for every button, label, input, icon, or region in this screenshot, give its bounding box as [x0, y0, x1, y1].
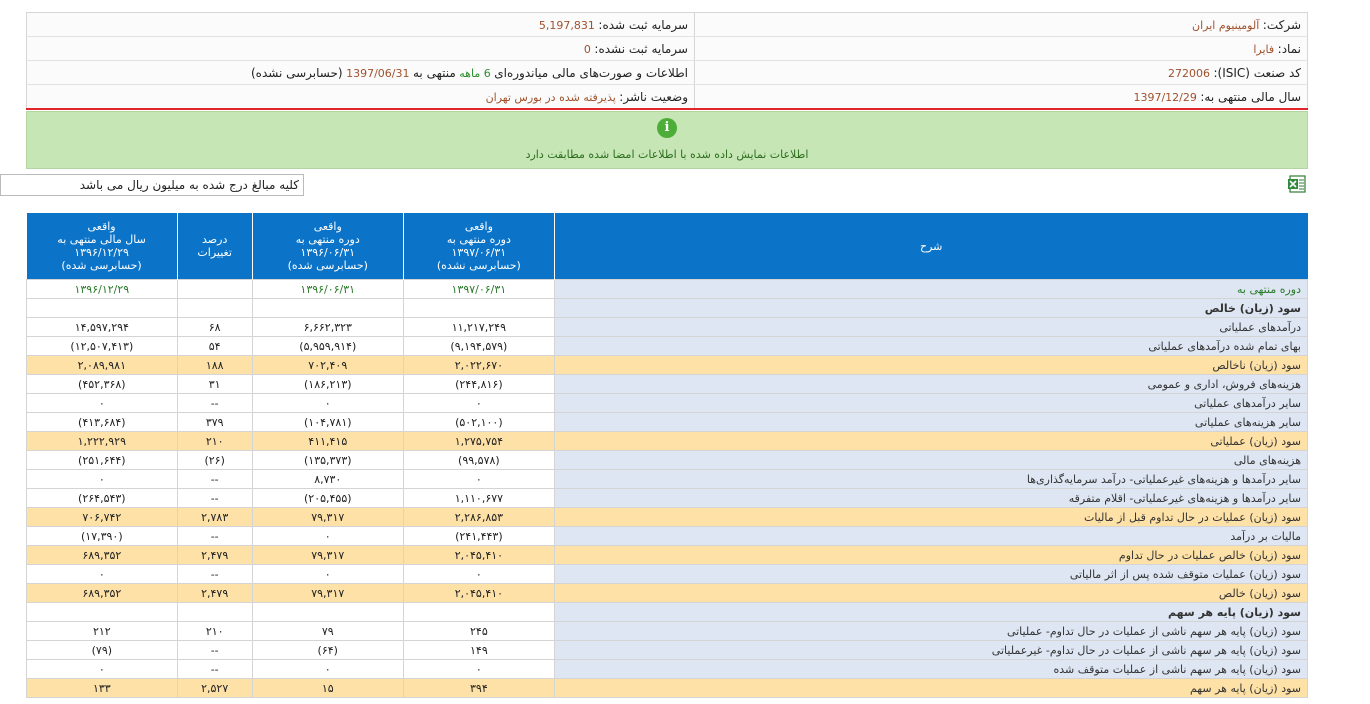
row-value-1396-12: ۶۸۹,۳۵۲ [27, 546, 178, 565]
row-value-1396-12: ۰ [27, 470, 178, 489]
publisher-status-label: وضعیت ناشر: [619, 89, 688, 104]
row-change-percent: -- [177, 489, 252, 508]
header-col-percent-line1: درصد [202, 233, 228, 246]
header-col-b-line4: (حسابرسی شده) [287, 259, 368, 272]
report-date: 1397/06/31 [346, 66, 410, 80]
isic-cell [695, 61, 1308, 85]
publisher-status-cell [27, 85, 695, 110]
row-desc: سود (زیان) خالص [554, 584, 1307, 603]
report-container [26, 12, 1308, 169]
header-col-b [252, 213, 403, 280]
table-row [27, 470, 1308, 489]
row-change-percent: ۶۸ [177, 318, 252, 337]
row-value-1396-06: ۰ [252, 527, 403, 546]
header-col-a-line4: (حسابرسی نشده) [436, 259, 521, 272]
table-row [27, 337, 1308, 356]
row-change-percent: ۱۸۸ [177, 356, 252, 375]
row-value-1396-06: (۲۰۵,۴۵۵) [252, 489, 403, 508]
row-value-1396-12: ۱,۲۲۲,۹۲۹ [27, 432, 178, 451]
row-desc: هزینه‌های فروش، اداری و عمومی [554, 375, 1307, 394]
header-col-a-line3: ۱۳۹۷/۰۶/۳۱ [451, 246, 507, 259]
header-col-b-line3: ۱۳۹۶/۰۶/۳۱ [300, 246, 356, 259]
row-value-1397-06: ۳۹۴ [403, 679, 554, 698]
table-row [27, 660, 1308, 679]
row-value-1396-06: ۷۹,۳۱۷ [252, 508, 403, 527]
header-col-c-line4: (حسابرسی شده) [61, 259, 142, 272]
table-row [27, 432, 1308, 451]
table-row [27, 641, 1308, 660]
row-value-1396-12: ۲,۰۸۹,۹۸۱ [27, 356, 178, 375]
header-col-c-line3: ۱۳۹۶/۱۲/۲۹ [74, 246, 129, 259]
company-label: شرکت: [1262, 17, 1301, 32]
row-value-1397-06: ۲,۰۴۵,۴۱۰ [403, 546, 554, 565]
row-value-1397-06: ۰ [403, 394, 554, 413]
excel-export-icon[interactable] [1287, 174, 1307, 194]
row-change-percent: (۲۶) [177, 451, 252, 470]
header-col-percent [177, 213, 252, 280]
row-value-1397-06: ۱,۱۱۰,۶۷۷ [403, 489, 554, 508]
report-text-1: اطلاعات و صورت‌های مالی میاندوره‌ای [494, 65, 688, 80]
row-value-1396-12: ۰ [27, 394, 178, 413]
row-desc: سود (زیان) پایه هر سهم ناشی از عملیات در حال تداوم- عملیاتی [554, 622, 1307, 641]
row-change-percent: ۵۴ [177, 337, 252, 356]
unit-note: کلیه مبالغ درج شده به میلیون ریال می باشد [0, 174, 304, 196]
row-value-1397-06 [403, 299, 554, 318]
info-icon: i [657, 118, 677, 138]
capital-unregistered-value: 0 [583, 42, 591, 56]
row-desc: سایر درآمدها و هزینه‌های غیرعملیاتی- اقلام متفرقه [554, 489, 1307, 508]
table-row [27, 565, 1308, 584]
row-value-1396-12: (۷۹) [27, 641, 178, 660]
row-value-1397-06: (۵۰۲,۱۰۰) [403, 413, 554, 432]
table-row [27, 394, 1308, 413]
row-desc: سود (زیان) ناخالص [554, 356, 1307, 375]
row-value-1396-12: ۰ [27, 660, 178, 679]
row-desc: مالیات بر درآمد [554, 527, 1307, 546]
row-value-1396-06: ۸,۷۳۰ [252, 470, 403, 489]
table-row [27, 603, 1308, 622]
isic-value: 272006 [1167, 66, 1210, 80]
row-change-percent: ۲,۵۲۷ [177, 679, 252, 698]
row-value-1396-12: ۰ [27, 565, 178, 584]
row-value-1396-12: ۶۸۹,۳۵۲ [27, 584, 178, 603]
row-change-percent: ۲۱۰ [177, 622, 252, 641]
income-statement-table [26, 213, 1308, 698]
table-row [27, 299, 1308, 318]
row-desc: سود (زیان) پایه هر سهم [554, 603, 1307, 622]
table-row [27, 584, 1308, 603]
row-value-1396-06: (۱۳۵,۳۷۳) [252, 451, 403, 470]
row-desc: سایر درآمدهای عملیاتی [554, 394, 1307, 413]
row-value-1397-06: ۱,۲۷۵,۷۵۴ [403, 432, 554, 451]
row-desc: دوره منتهی به [554, 280, 1307, 299]
row-value-1397-06: ۰ [403, 470, 554, 489]
row-change-percent: ۳۷۹ [177, 413, 252, 432]
row-desc: سایر هزینه‌های عملیاتی [554, 413, 1307, 432]
header-col-a [403, 213, 554, 280]
row-change-percent [177, 299, 252, 318]
row-desc: سود (زیان) عملیات متوقف شده پس از اثر مالیاتی [554, 565, 1307, 584]
row-value-1397-06: ۲۴۵ [403, 622, 554, 641]
row-change-percent: -- [177, 565, 252, 584]
table-row [27, 508, 1308, 527]
row-value-1396-12: (۲۵۱,۶۴۴) [27, 451, 178, 470]
row-value-1396-06: ۶,۶۶۲,۳۲۳ [252, 318, 403, 337]
header-col-percent-line2: تغییرات [197, 246, 232, 259]
row-desc: سود (زیان) پایه هر سهم ناشی از عملیات متوقف شده [554, 660, 1307, 679]
header-col-c-line2: سال مالی منتهی به [57, 233, 146, 246]
header-col-c-line1: واقعی [87, 220, 116, 233]
row-value-1396-06: ۰ [252, 565, 403, 584]
header-desc: شرح [554, 213, 1307, 280]
fiscal-year-cell [695, 85, 1308, 110]
symbol-label: نماد: [1277, 41, 1301, 56]
header-col-c [27, 213, 178, 280]
row-desc: سود (زیان) عملیات در حال تداوم قبل از مالیات [554, 508, 1307, 527]
row-value-1396-12: ۲۱۲ [27, 622, 178, 641]
row-desc: سود (زیان) خالص عملیات در حال تداوم [554, 546, 1307, 565]
header-col-b-line1: واقعی [313, 220, 342, 233]
row-value-1397-06: ۱۳۹۷/۰۶/۳۱ [403, 280, 554, 299]
row-value-1396-06: ۰ [252, 660, 403, 679]
row-value-1397-06 [403, 603, 554, 622]
row-value-1396-12: (۱۲,۵۰۷,۴۱۳) [27, 337, 178, 356]
report-period-cell [27, 61, 695, 85]
capital-unregistered-label: سرمایه ثبت نشده: [594, 41, 688, 56]
row-value-1396-06: ۷۰۲,۴۰۹ [252, 356, 403, 375]
row-value-1396-06: (۱۰۴,۷۸۱) [252, 413, 403, 432]
row-change-percent: ۳۱ [177, 375, 252, 394]
table-row [27, 451, 1308, 470]
report-audit-status: (حسابرسی نشده) [250, 65, 343, 80]
symbol-value: فایرا [1253, 42, 1275, 56]
table-row [27, 356, 1308, 375]
row-value-1396-06: (۵,۹۵۹,۹۱۴) [252, 337, 403, 356]
report-months: 6 ماهه [459, 66, 491, 80]
row-value-1396-06: ۷۹,۳۱۷ [252, 546, 403, 565]
row-value-1396-12: (۴۱۳,۶۸۴) [27, 413, 178, 432]
row-value-1396-06 [252, 603, 403, 622]
header-col-b-line2: دوره منتهی به [295, 233, 360, 246]
row-change-percent [177, 603, 252, 622]
row-value-1396-12: ۱۳۳ [27, 679, 178, 698]
capital-registered-cell [27, 13, 695, 37]
verification-message: اطلاعات نمایش داده شده با اطلاعات امضا شده مطابقت دارد [525, 148, 809, 161]
row-value-1397-06: (۹۹,۵۷۸) [403, 451, 554, 470]
row-value-1396-06: ۷۹ [252, 622, 403, 641]
row-value-1396-06: ۴۱۱,۴۱۵ [252, 432, 403, 451]
row-value-1397-06: (۲۴۱,۴۴۳) [403, 527, 554, 546]
row-value-1396-12: ۱۳۹۶/۱۲/۲۹ [27, 280, 178, 299]
row-value-1396-12 [27, 299, 178, 318]
row-desc: سود (زیان) عملیاتی [554, 432, 1307, 451]
company-info-table [26, 12, 1308, 110]
isic-label: کد صنعت (ISIC): [1213, 65, 1301, 80]
row-desc: سود (زیان) پایه هر سهم [554, 679, 1307, 698]
row-desc: سود (زیان) پایه هر سهم ناشی از عملیات در حال تداوم- غیرعملیاتی [554, 641, 1307, 660]
row-value-1397-06: ۱۱,۲۱۷,۲۴۹ [403, 318, 554, 337]
row-value-1396-12: ۱۴,۵۹۷,۲۹۴ [27, 318, 178, 337]
row-change-percent: -- [177, 660, 252, 679]
row-value-1397-06: ۰ [403, 660, 554, 679]
row-value-1396-12: (۴۵۲,۳۶۸) [27, 375, 178, 394]
fiscal-year-label: سال مالی منتهی به: [1200, 89, 1301, 104]
row-value-1397-06: ۱۴۹ [403, 641, 554, 660]
row-value-1396-06 [252, 299, 403, 318]
row-desc: بهای تمام شده درآمدهای عملیاتی [554, 337, 1307, 356]
table-row [27, 375, 1308, 394]
row-value-1396-06: ۷۹,۳۱۷ [252, 584, 403, 603]
row-desc: سود (زیان) خالص [554, 299, 1307, 318]
table-row [27, 622, 1308, 641]
row-value-1396-06: ۰ [252, 394, 403, 413]
row-value-1397-06: ۲,۰۴۵,۴۱۰ [403, 584, 554, 603]
row-value-1396-06: (۱۸۶,۲۱۳) [252, 375, 403, 394]
row-value-1396-12 [27, 603, 178, 622]
row-change-percent: -- [177, 527, 252, 546]
fiscal-year-value: 1397/12/29 [1133, 90, 1197, 104]
table-row [27, 318, 1308, 337]
header-col-a-line1: واقعی [464, 220, 493, 233]
verification-notice [26, 111, 1308, 169]
header-col-a-line2: دوره منتهی به [446, 233, 511, 246]
capital-registered-value: 5,197,831 [538, 18, 595, 32]
row-change-percent: -- [177, 470, 252, 489]
symbol-cell [695, 37, 1308, 61]
table-row [27, 527, 1308, 546]
row-value-1396-12: (۱۷,۳۹۰) [27, 527, 178, 546]
row-value-1396-06: (۶۴) [252, 641, 403, 660]
capital-unregistered-cell [27, 37, 695, 61]
table-row [27, 679, 1308, 698]
row-value-1397-06: ۰ [403, 565, 554, 584]
table-row [27, 489, 1308, 508]
company-cell [695, 13, 1308, 37]
row-change-percent: ۲,۴۷۹ [177, 584, 252, 603]
row-value-1397-06: ۲,۰۲۲,۶۷۰ [403, 356, 554, 375]
publisher-status-value: پذیرفته شده در بورس تهران [485, 90, 616, 104]
row-value-1397-06: ۲,۲۸۶,۸۵۳ [403, 508, 554, 527]
row-value-1396-12: ۷۰۶,۷۴۲ [27, 508, 178, 527]
row-change-percent: ۲,۴۷۹ [177, 546, 252, 565]
row-change-percent: -- [177, 394, 252, 413]
row-desc: هزینه‌های مالی [554, 451, 1307, 470]
row-desc: درآمدهای عملیاتی [554, 318, 1307, 337]
row-change-percent: -- [177, 641, 252, 660]
capital-registered-label: سرمایه ثبت شده: [598, 17, 688, 32]
report-text-2: منتهی به [412, 65, 456, 80]
table-row [27, 546, 1308, 565]
company-value: آلومینیوم ایران [1192, 18, 1260, 32]
table-row [27, 413, 1308, 432]
table-row [27, 280, 1308, 299]
row-change-percent [177, 280, 252, 299]
row-change-percent: ۲,۷۸۳ [177, 508, 252, 527]
row-desc: سایر درآمدها و هزینه‌های غیرعملیاتی- درآمد سرمایه‌گذاری‌ها [554, 470, 1307, 489]
row-value-1396-06: ۱۳۹۶/۰۶/۳۱ [252, 280, 403, 299]
row-change-percent: ۲۱۰ [177, 432, 252, 451]
row-value-1396-06: ۱۵ [252, 679, 403, 698]
row-value-1397-06: (۲۴۴,۸۱۶) [403, 375, 554, 394]
row-value-1396-12: (۲۶۴,۵۴۳) [27, 489, 178, 508]
row-value-1397-06: (۹,۱۹۴,۵۷۹) [403, 337, 554, 356]
